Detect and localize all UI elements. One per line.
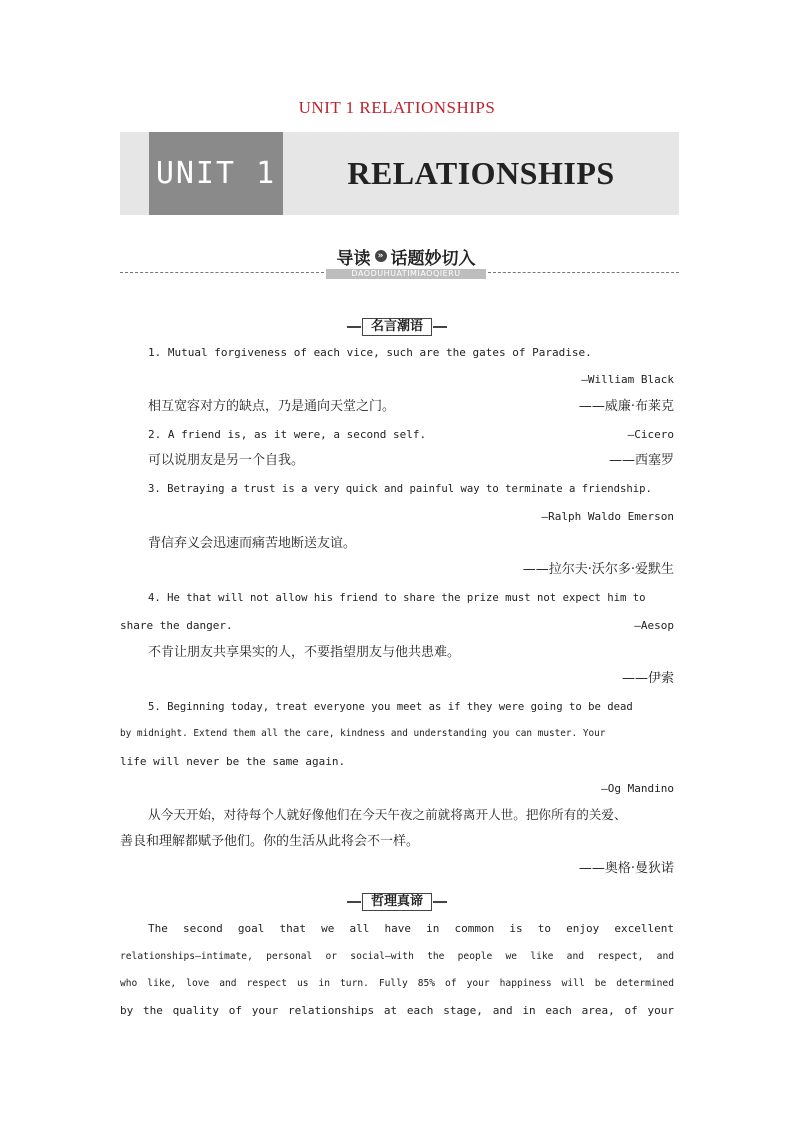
passage-line-1: The second goal that we all have in common is to enjoy excellent <box>148 922 674 935</box>
quote-5-en-line-3: life will never be the same again. <box>120 755 346 768</box>
quote-3-en-author: —Ralph Waldo Emerson <box>541 510 674 523</box>
passage-line-2: relationships—intimate, personal or social—with the people we like and respect, and <box>120 951 674 962</box>
quote-4-en-line-2: share the danger. <box>120 619 233 632</box>
quote-4-zh-author: ——伊索 <box>621 671 674 686</box>
philosophy-label <box>0 890 794 908</box>
passage-line-3: who like, love and respect us in turn. Fully 85% of your happiness will be determined <box>120 978 674 989</box>
unit-banner <box>120 132 679 215</box>
quote-3-zh-author: ——拉尔夫·沃尔多·爱默生 <box>522 562 674 577</box>
section-heading <box>120 244 679 284</box>
section-pinyin: DAODUHUATIMIAOQIERU <box>326 269 486 279</box>
quote-4-en-author: —Aesop <box>634 619 674 632</box>
philosophy-label-text: 哲理真谛 <box>362 893 432 911</box>
quotes-label-text: 名言潮语 <box>362 318 432 336</box>
quote-2-en-row <box>120 426 674 444</box>
running-title: UNIT 1 RELATIONSHIPS <box>298 98 496 117</box>
section-title <box>324 244 488 268</box>
quote-3-en: 3. Betraying a trust is a very quick and painful way to terminate a friendship. <box>148 483 652 495</box>
chevron-right-icon: » <box>375 250 387 262</box>
quote-1-en: 1. Mutual forgiveness of each vice, such are the gates of Paradise. <box>148 346 592 359</box>
quote-3-zh: 背信弃义会迅速而痛苦地断送友谊。 <box>148 536 357 551</box>
quote-2-en: 2. A friend is, as it were, a second self. <box>148 428 427 441</box>
quote-5-en-author: —Og Mandino <box>601 782 674 795</box>
unit-title: RELATIONSHIPS <box>347 155 615 191</box>
quote-1-en-author: —William Black <box>581 373 674 386</box>
quote-4-zh: 不肯让朋友共享果实的人，不要指望朋友与他共患难。 <box>148 645 461 660</box>
quote-2-zh: 可以说朋友是另一个自我。 <box>148 453 305 468</box>
passage-line-4: by the quality of your relationships at each stage, and in each area, of your <box>120 1004 674 1017</box>
quote-5-zh-line-1: 从今天开始，对待每个人就好像他们在今天午夜之前就将离开人世。把你所有的关爱、 <box>148 807 627 822</box>
quote-1-zh-author: ——威廉·布莱克 <box>578 399 674 414</box>
section-title-part1: 导读 <box>336 248 371 269</box>
unit-label: UNIT 1 <box>149 132 283 215</box>
quotes-label <box>0 315 794 333</box>
section-title-part2: 话题妙切入 <box>390 248 476 269</box>
quote-5-zh-author: ——奥格·曼狄诺 <box>578 861 674 876</box>
dashed-divider-left <box>120 272 324 273</box>
quote-5-en-line-1: 5. Beginning today, treat everyone you meet as if they were going to be dead <box>148 701 633 713</box>
quote-5-zh-line-2: 善良和理解都赋予他们。你的生活从此将会不一样。 <box>120 834 420 849</box>
dashed-divider-right <box>488 272 679 273</box>
quote-5-en-line-2: by midnight. Extend them all the care, kindness and understanding you can muster. Your <box>120 728 606 739</box>
quote-4-en-line-1: 4. He that will not allow his friend to share the prize must not expect him to <box>148 592 646 604</box>
quote-2-en-author: —Cicero <box>627 428 674 441</box>
quote-2-zh-author: ——西塞罗 <box>608 453 674 468</box>
quote-1-zh-row <box>120 398 674 416</box>
quote-1-zh: 相互宽容对方的缺点，乃是通向天堂之门。 <box>148 399 396 414</box>
section-heading-center <box>324 244 488 279</box>
quote-2-zh-row <box>120 452 674 470</box>
quote-4-en-row-2 <box>120 617 674 635</box>
